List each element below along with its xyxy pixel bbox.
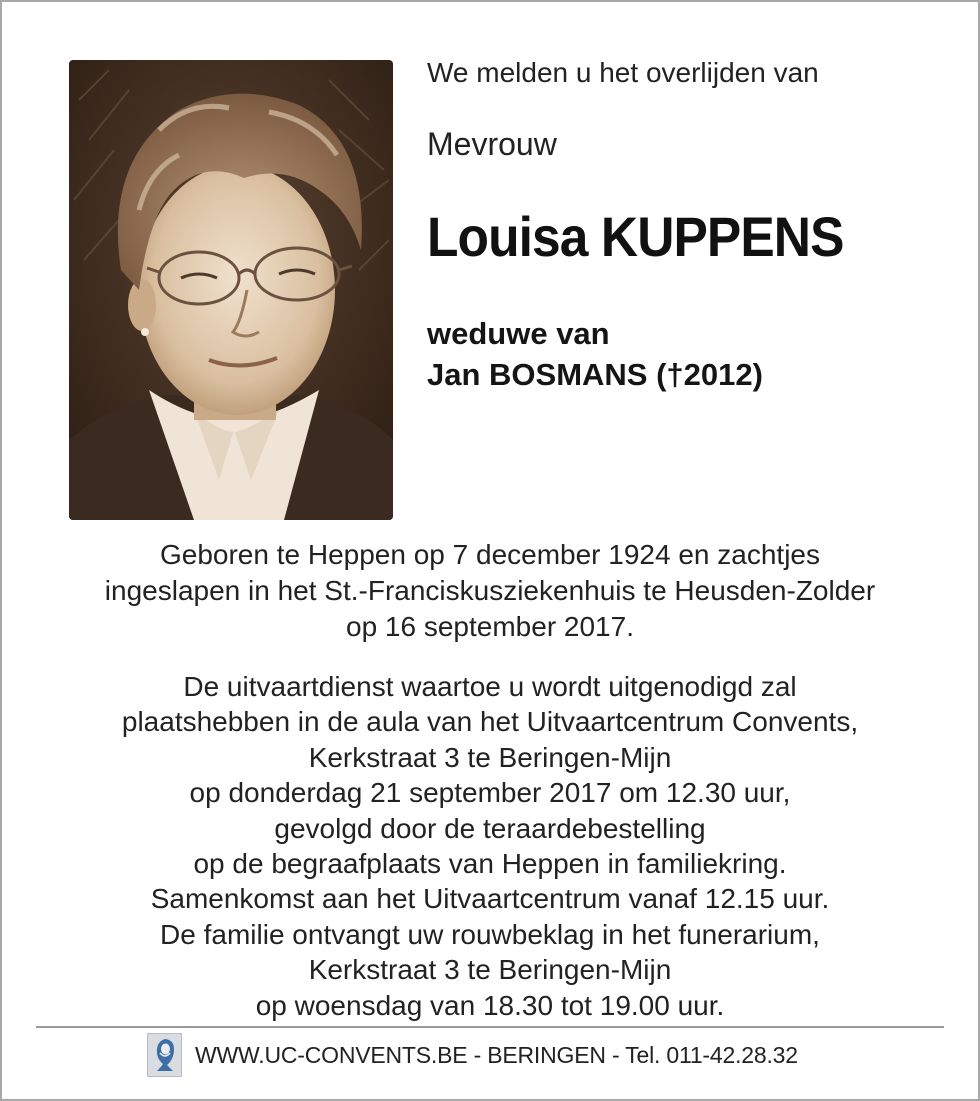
- paragraph-line: op 16 september 2017.: [346, 611, 634, 642]
- paragraph-line: De familie ontvangt uw rouwbeklag in het funerarium,: [160, 918, 820, 950]
- footer: [147, 1033, 798, 1077]
- mary-figure-icon: [147, 1033, 182, 1077]
- paragraph-line: op de begraafplaats van Heppen in familiekring.: [193, 848, 787, 880]
- portrait-photo: [69, 60, 393, 520]
- paragraph-line: Geboren te Heppen op 7 december 1924 en zachtjes: [159, 539, 820, 570]
- widow-block: [427, 313, 763, 395]
- paragraph-line: ingeslapen in het St.-Franciskusziekenhuis te Heusden-Zolder: [104, 575, 876, 606]
- paragraph-line: Kerkstraat 3 te Beringen-Mijn: [308, 954, 672, 986]
- funeral-service-paragraph: [20, 669, 960, 1023]
- birth-death-paragraph: [20, 537, 960, 645]
- footer-contact: WWW.UC-CONVENTS.BE - BERINGEN - Tel. 011-42.28.32: [195, 1041, 798, 1068]
- widow-line: Jan BOSMANS (†2012): [427, 357, 763, 392]
- paragraph-line: Kerkstraat 3 te Beringen-Mijn: [308, 741, 672, 773]
- intro-text: We melden u het overlijden van: [427, 57, 819, 88]
- deceased-name: Louisa KUPPENS: [427, 205, 844, 268]
- paragraph-line: De uitvaartdienst waartoe u wordt uitgenodigd zal: [183, 671, 797, 702]
- paragraph-line: op woensdag van 18.30 tot 19.00 uur.: [255, 989, 725, 1021]
- paragraph-line: plaatshebben in de aula van het Uitvaartcentrum Convents,: [121, 706, 859, 738]
- widow-line: weduwe van: [427, 316, 610, 351]
- paragraph-line: Samenkomst aan het Uitvaartcentrum vanaf 12.15 uur.: [150, 883, 830, 915]
- paragraph-line: gevolgd door de teraardebestelling: [274, 812, 706, 844]
- paragraph-line: op donderdag 21 september 2017 om 12.30 uur,: [189, 777, 791, 809]
- honorific-title: Mevrouw: [427, 126, 557, 162]
- footer-divider: [36, 1026, 944, 1028]
